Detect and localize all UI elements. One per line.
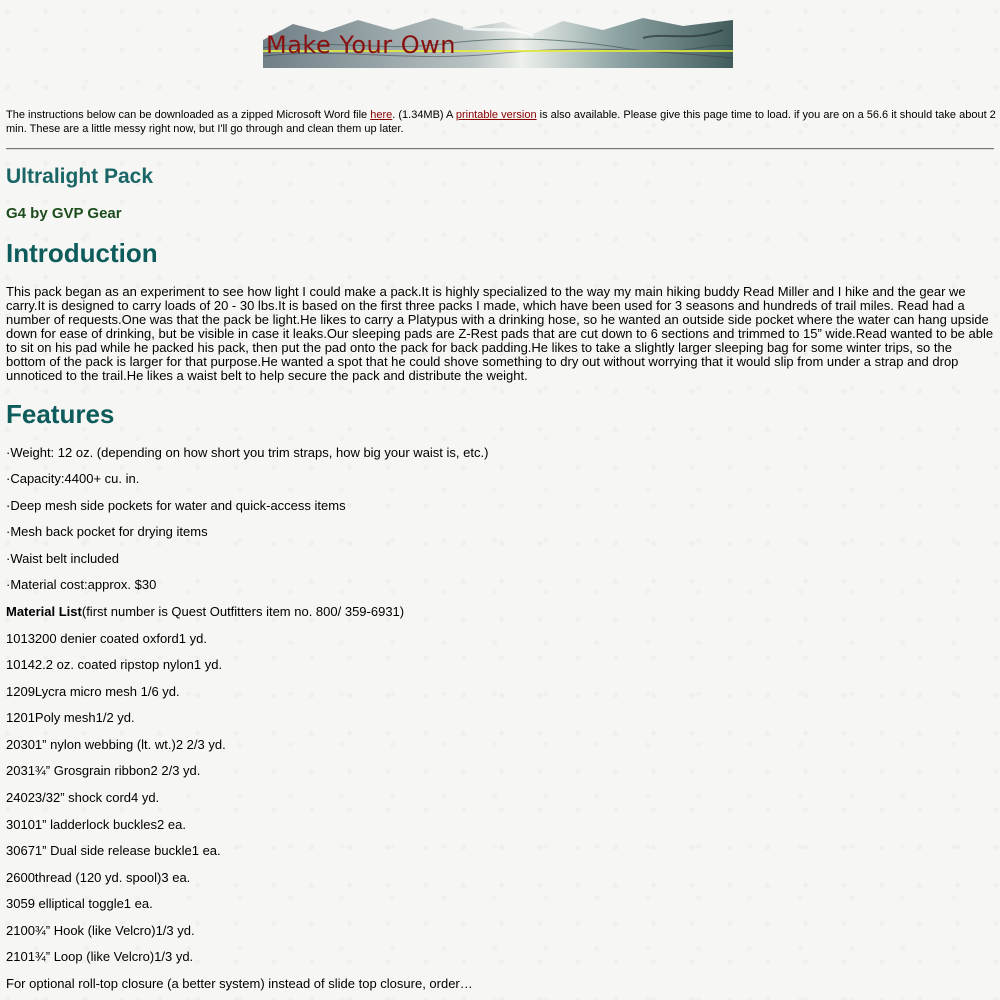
notice-text-end: is also available. Please give this page time to load. if you are on a 56.6 it should take about 2 min. These are a little messy right now, but I'll go through and clean them up later.: [6, 109, 996, 135]
material-item: 10142.2 oz. coated ripstop nylon1 yd.: [6, 657, 223, 672]
material-item: 24023/32” shock cord4 yd.: [6, 790, 160, 805]
material-list-note: (first number is Quest Outfitters item no. 800/ 359-6931): [81, 604, 405, 619]
material-item: 3059 elliptical toggle1 ea.: [6, 896, 153, 911]
material-item: 2600thread (120 yd. spool)3 ea.: [6, 870, 191, 885]
material-item: 2101¾” Loop (like Velcro)1/3 yd.: [6, 949, 194, 964]
material-item: 2100¾” Hook (like Velcro)1/3 yd.: [6, 923, 195, 938]
material-item: 30101” ladderlock buckles2 ea.: [6, 817, 186, 832]
feature-item: ·Waist belt included: [6, 551, 119, 566]
download-notice: [6, 108, 996, 136]
horizontal-rule: [6, 148, 994, 150]
material-item: 30671” Dual side release buckle1 ea.: [6, 843, 221, 858]
notice-text-middle: . (1.34MB) A: [392, 109, 456, 121]
page-subtitle: G4 by GVP Gear: [6, 205, 122, 222]
feature-item: ·Material cost:approx. $30: [6, 577, 157, 592]
material-item: 1209Lycra micro mesh 1/6 yd.: [6, 684, 180, 699]
material-item: 1201Poly mesh1/2 yd.: [6, 710, 135, 725]
word-file-link[interactable]: here: [370, 109, 393, 121]
feature-item: ·Weight: 12 oz. (depending on how short you trim straps, how big your waist is, etc.): [6, 445, 489, 460]
banner-title: Make Your Own: [266, 31, 456, 59]
material-list-label: Material List: [6, 604, 82, 619]
material-list-header: [6, 604, 404, 620]
feature-item: ·Mesh back pocket for drying items: [6, 524, 208, 539]
feature-item: ·Deep mesh side pockets for water and quick-access items: [6, 498, 346, 513]
page-title: Ultralight Pack: [6, 165, 154, 188]
feature-item: ·Capacity:4400+ cu. in.: [6, 471, 140, 486]
material-item: 2031¾” Grosgrain ribbon2 2/3 yd.: [6, 763, 201, 778]
material-item: 1013200 denier coated oxford1 yd.: [6, 631, 207, 646]
header-banner: [263, 18, 733, 68]
notice-text-start: The instructions below can be downloaded as a zipped Microsoft Word file: [6, 109, 371, 121]
introduction-text: This pack began as an experiment to see how light I could make a pack.It is highly specialized to the way my main hiking buddy Read Miller and I hike and the gear we carry.It is designed to carry loads of 20 - 30 lbs.It is based on the first three packs I made, which have been used for 3 seasons and hundreds of trail miles. Read had a number of requests.One was that the pack be light.He likes to carry a Platypus with a drinking hose, so he wanted an outside side pocket where the water can hang upside down for ease of drinking, but be visible in case it leaks.Our sleeping pads are Z-Rest pads that are cut down to 6 sections and trimmed to 15” wide.Read wanted to be able to sit on his pad while he packed his pack, then put the pad onto the pack for back padding.He likes to take a slightly larger sleeping bag for some winter trips, so the bottom of the pack is larger for that purpose.He wanted a spot that he could shove something to dry out without worrying that it would slip from under a strap and drop unnoticed to the trail.He likes a waist belt to help secure the pack and distribute the weight.: [6, 284, 994, 383]
optional-closure-note: For optional roll-top closure (a better system) instead of slide top closure, order…: [6, 976, 473, 991]
printable-version-link[interactable]: printable version: [455, 109, 537, 121]
material-item: 20301” nylon webbing (lt. wt.)2 2/3 yd.: [6, 737, 226, 752]
introduction-heading: Introduction: [6, 238, 158, 268]
features-heading: Features: [6, 399, 115, 429]
